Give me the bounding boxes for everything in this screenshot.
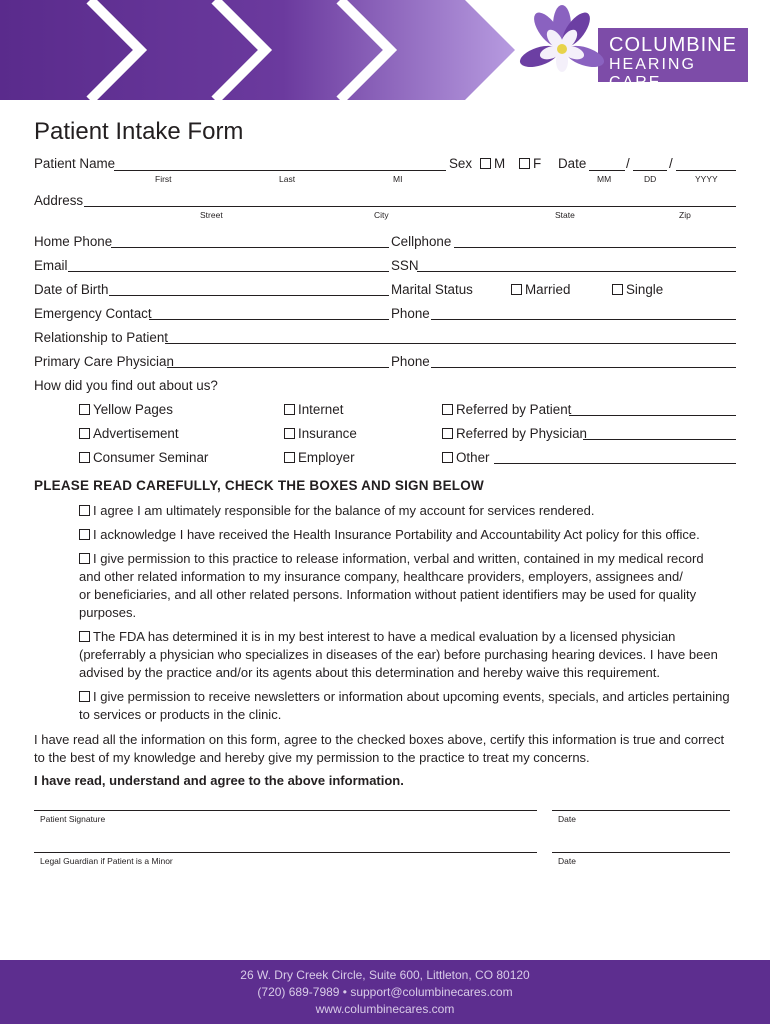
state-sublabel: State	[555, 210, 575, 220]
last-sublabel: Last	[279, 174, 296, 184]
checkbox-icon[interactable]	[511, 284, 522, 295]
source-advertisement[interactable]	[79, 426, 179, 441]
referred-physician-field[interactable]	[583, 439, 736, 440]
consent-text: I give permission to receive newsletters or information about upcoming events, specials, and articles pertaining	[93, 689, 730, 704]
brand-name: COLUMBINE	[609, 34, 737, 56]
consent-text: I acknowledge I have received the Health Insurance Portability and Accountability Act policy for this office.	[93, 527, 700, 542]
date-dd-field[interactable]	[633, 170, 667, 171]
email-field[interactable]	[68, 271, 389, 272]
guardian-signature-label: Legal Guardian if Patient is a Minor	[40, 856, 173, 866]
yyyy-sublabel: YYYY	[695, 174, 718, 184]
source-label: Yellow Pages	[93, 402, 173, 417]
checkbox-icon[interactable]	[79, 428, 90, 439]
emergency-phone-field[interactable]	[431, 319, 736, 320]
pcp-phone-label: Phone	[391, 354, 430, 369]
other-source-field[interactable]	[494, 463, 736, 464]
pcp-label: Primary Care Physician	[34, 354, 174, 369]
footer-address: 26 W. Dry Creek Circle, Suite 600, Littleton, CO 80120	[240, 968, 530, 982]
header-banner	[0, 0, 770, 100]
home-phone-field[interactable]	[111, 247, 389, 248]
source-yellow-pages[interactable]	[79, 402, 173, 417]
date-slash: /	[669, 156, 673, 171]
agree-statement: I have read, understand and agree to the above information.	[34, 773, 404, 788]
source-referred-physician[interactable]	[442, 426, 587, 441]
consent-text: purposes.	[79, 605, 137, 620]
relationship-field[interactable]	[165, 343, 736, 344]
checkbox-icon[interactable]	[79, 529, 90, 540]
zip-sublabel: Zip	[679, 210, 691, 220]
consent-text: The FDA has determined it is in my best interest to have a medical evaluation by a licensed physician	[93, 629, 676, 644]
certification-statement	[34, 731, 739, 767]
certify-text: I have read all the information on this form, agree to the checked boxes above, certify this information is true and correct	[34, 732, 725, 747]
married-option[interactable]	[511, 282, 570, 297]
dob-field[interactable]	[109, 295, 389, 296]
address-field[interactable]	[84, 206, 736, 207]
address-label: Address	[34, 193, 84, 208]
checkbox-icon[interactable]	[442, 428, 453, 439]
source-label: Employer	[298, 450, 355, 465]
sex-label: Sex	[449, 156, 473, 171]
consent-heading: PLEASE READ CAREFULLY, CHECK THE BOXES AND SIGN BELOW	[34, 478, 484, 493]
footer-contact[interactable]: (720) 689-7989 • support@columbinecares.com	[257, 985, 513, 999]
consent-text: advised by the practice and/or its agents about this determination and hereby waive this requirement.	[79, 665, 661, 680]
checkbox-icon[interactable]	[612, 284, 623, 295]
checkbox-icon[interactable]	[442, 404, 453, 415]
sex-f-label: F	[533, 156, 542, 171]
patient-signature-label: Patient Signature	[40, 814, 106, 824]
consent-text: to services or products in the clinic.	[79, 707, 282, 722]
source-label: Internet	[298, 402, 344, 417]
consent-text: I give permission to this practice to release information, verbal and written, contained in my medical record	[93, 551, 704, 566]
emergency-contact-field[interactable]	[149, 319, 389, 320]
home-phone-label: Home Phone	[34, 234, 113, 249]
referred-patient-field[interactable]	[569, 415, 736, 416]
guardian-date-label: Date	[558, 856, 576, 866]
checkbox-icon[interactable]	[79, 505, 90, 516]
source-label: Referred by Physician	[456, 426, 587, 441]
consent-item-fda[interactable]	[79, 628, 739, 682]
pcp-phone-field[interactable]	[431, 367, 736, 368]
consent-item-hipaa[interactable]	[79, 526, 700, 544]
source-label: Consumer Seminar	[93, 450, 209, 465]
ssn-label: SSN	[391, 258, 419, 273]
checkbox-icon[interactable]	[284, 452, 295, 463]
date-label: Date	[558, 156, 587, 171]
date-mm-field[interactable]	[589, 170, 625, 171]
dd-sublabel: DD	[644, 174, 657, 184]
patient-name-label: Patient Name	[34, 156, 116, 171]
source-label: Insurance	[298, 426, 357, 441]
street-sublabel: Street	[200, 210, 223, 220]
relationship-label: Relationship to Patient	[34, 330, 168, 345]
source-insurance[interactable]	[284, 426, 357, 441]
marital-status-label: Marital Status	[391, 282, 473, 297]
checkbox-icon[interactable]	[79, 553, 90, 564]
sex-m-label: M	[494, 156, 506, 171]
consent-item-newsletter[interactable]	[79, 688, 739, 724]
consent-text: and other related information to my insurance company, healthcare providers, employers, assignees and/	[79, 569, 683, 584]
certify-text: to the best of my knowledge and hereby give my permission to the practice to treat my concerns.	[34, 750, 590, 765]
checkbox-icon[interactable]	[79, 631, 90, 642]
source-consumer-seminar[interactable]	[79, 450, 208, 465]
pcp-field[interactable]	[167, 367, 389, 368]
consent-text: (preferrably a physician who specializes in diseases of the ear) before purchasing hearing devices. I have been	[79, 647, 718, 662]
checkbox-icon[interactable]	[79, 404, 90, 415]
ssn-field[interactable]	[417, 271, 736, 272]
brand-tagline: HEARING CARE	[609, 56, 696, 91]
date-slash: /	[626, 156, 630, 171]
source-label: Other	[456, 450, 490, 465]
guardian-date-field[interactable]	[552, 852, 730, 853]
mm-sublabel: MM	[597, 174, 612, 184]
checkbox-icon[interactable]	[284, 404, 295, 415]
checkbox-icon[interactable]	[442, 452, 453, 463]
consent-text: I agree I am ultimately responsible for the balance of my account for services rendered.	[93, 503, 595, 518]
first-sublabel: First	[155, 174, 172, 184]
checkbox-icon[interactable]	[79, 452, 90, 463]
checkbox-icon[interactable]	[519, 158, 530, 169]
patient-signature-field[interactable]	[34, 810, 537, 811]
email-label: Email	[34, 258, 68, 273]
city-sublabel: City	[374, 210, 389, 220]
source-employer[interactable]	[284, 450, 355, 465]
form-title: Patient Intake Form	[34, 118, 244, 145]
signature-date-field[interactable]	[552, 810, 730, 811]
consent-item-release[interactable]	[79, 550, 739, 622]
source-other[interactable]	[442, 450, 490, 465]
source-referred-patient[interactable]	[442, 402, 571, 417]
patient-name-field[interactable]	[114, 170, 446, 171]
checkbox-icon[interactable]	[79, 691, 90, 702]
checkbox-icon[interactable]	[480, 158, 491, 169]
married-label: Married	[525, 282, 571, 297]
sex-m-option[interactable]	[480, 156, 505, 171]
checkbox-icon[interactable]	[284, 428, 295, 439]
sex-f-option[interactable]	[519, 156, 541, 171]
consent-text: or beneficiaries, and all other related persons. Information without patient identifiers may be used for quality	[79, 587, 697, 602]
footer	[0, 960, 770, 1024]
emergency-phone-label: Phone	[391, 306, 430, 321]
date-yyyy-field[interactable]	[676, 170, 736, 171]
guardian-signature-field[interactable]	[34, 852, 537, 853]
dob-label: Date of Birth	[34, 282, 109, 297]
source-internet[interactable]	[284, 402, 343, 417]
consent-item-balance[interactable]	[79, 502, 594, 520]
single-label: Single	[626, 282, 664, 297]
footer-website[interactable]: www.columbinecares.com	[315, 1002, 455, 1016]
cellphone-label: Cellphone	[391, 234, 452, 249]
signature-date-label: Date	[558, 814, 576, 824]
source-label: Referred by Patient	[456, 402, 572, 417]
mi-sublabel: MI	[393, 174, 403, 184]
how-found-label: How did you find out about us?	[34, 378, 218, 393]
emergency-contact-label: Emergency Contact	[34, 306, 152, 321]
brand-logo	[514, 4, 750, 94]
single-option[interactable]	[612, 282, 663, 297]
source-label: Advertisement	[93, 426, 179, 441]
cellphone-field[interactable]	[454, 247, 736, 248]
